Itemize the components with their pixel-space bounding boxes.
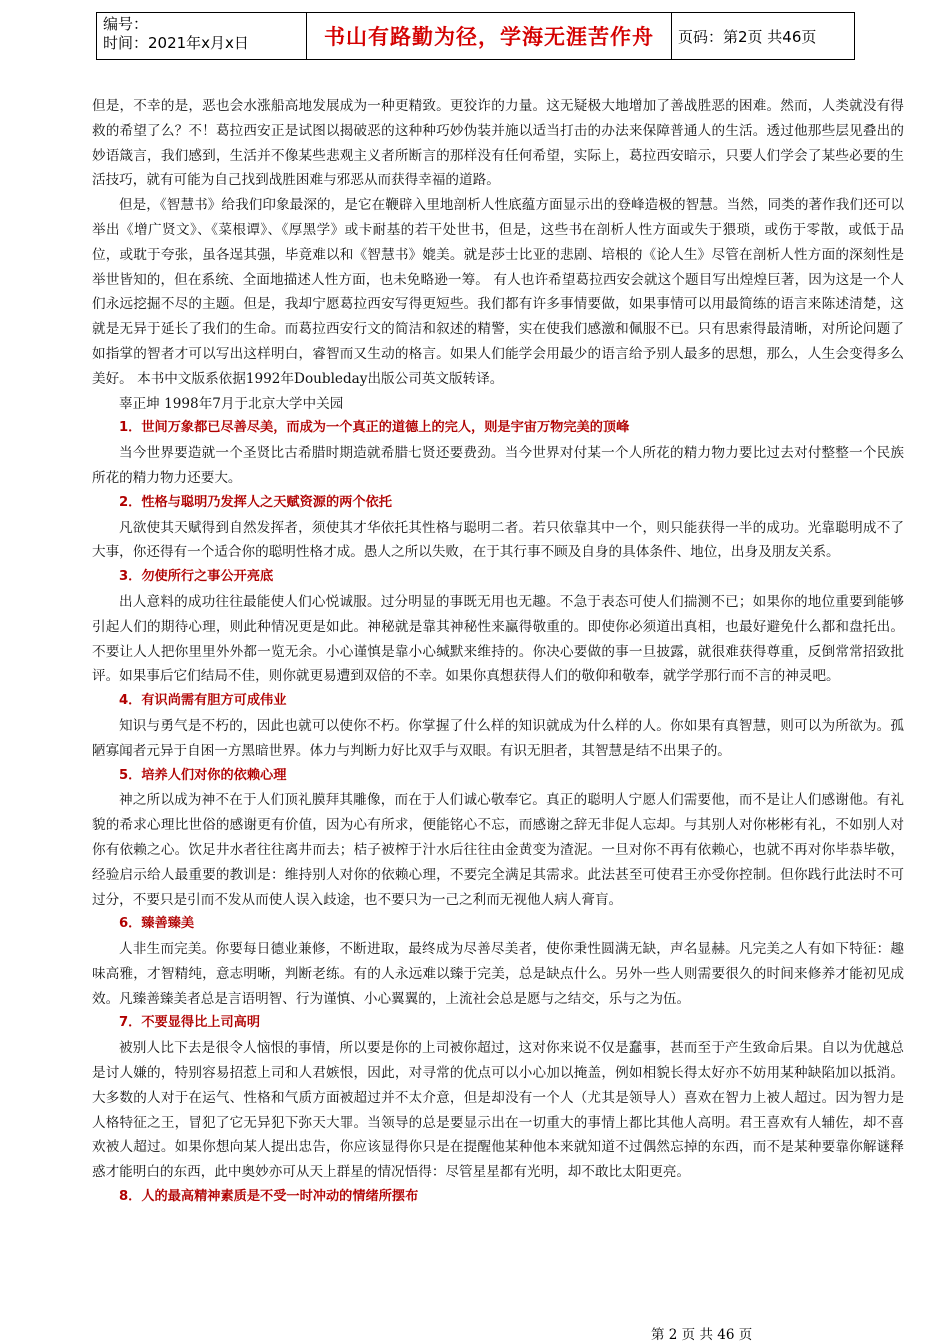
section-heading: 8．人的最高精神素质是不受一时冲动的情绪所摆布 (119, 1189, 419, 1205)
section-body: 神之所以成为神不在于人们顶礼膜拜其雕像，而在于人们诚心敬奉它。真正的聪明人宁愿人们需要他，而不是让人们感谢他。有礼貌的希求心理比世俗的感谢更有价值，因为心有所求，便能铭心不忘，而感谢之辞无非促人忘却。与其别人对你彬彬有礼，不如别人对你有依赖之心。饮足井水者往往离井而去；桔子被榨于汁水后往往由金黄变为渣泥。一旦对你不再有依赖心，也就不再对你毕恭毕敬，经验启示给人最重要的教训是：维持别人对你的依赖心理，不要完全满足其需求。此法甚至可使君王亦受你控制。但你践行此法时不可过分，不要只是引而不发从而使人误入歧途，也不要只为一己之利而无视他人病人膏肓。 (92, 792, 904, 908)
section-heading: 1．世间万象都已尽善尽美，而成为一个真正的道德上的完人，则是宇宙万物完美的顶峰 (119, 420, 630, 436)
section-body: 出人意料的成功往往最能使人们心悦诚服。过分明显的事既无用也无趣。不急于表态可使人们揣测不已；如果你的地位重要到能够引起人们的期待心理，则此种情况更是如此。神秘就是靠其神秘性来赢得敬重的。即使你必须道出真相，也最好避免什么都和盘托出。不要让人人把你里里外外都一览无余。小心谨慎是靠小心缄默来维持的。你决心要做的事一旦披露，就很难获得尊重，反倒常常招致批评。如果事后它们结局不佳，则你就更易遭到双倍的不幸。如果你真想获得人们的敬仰和敬奉，就学学那行而不言的神灵吧。 (92, 593, 904, 685)
section-heading: 7．不要显得比上司高明 (119, 1015, 261, 1031)
section-body: 人非生而完美。你要每日德业兼修，不断进取，最终成为尽善尽美者，使你秉性圆满无缺，声名显赫。凡完美之人有如下特征：趣味高雅，才智精纯，意志明晰，判断老练。有的人永远难以臻于完美，总是缺点什么。另外一些人则需要很久的时间来修养才能初见成效。凡臻善臻美者总是言语明智、行为谨慎、小心翼翼的，上流社会总是愿与之结交，乐与之为伍。 (92, 941, 904, 1007)
signature: 辜正坤 1998年7月于北京大学中关园 (119, 395, 344, 412)
page-info: 页码：第2页 共46页 (678, 27, 817, 46)
section-body: 当今世界要造就一个圣贤比古希腊时期造就希腊七贤还要费劲。当今世界对付某一个人所花的精力物力要比过去对付整整一个民族所花的精力物力还要大。 (92, 445, 904, 486)
paragraph: 但是，不幸的是，恶也会水涨船高地发展成为一种更精致。更狡诈的力量。这无疑极大地增加了善战胜恶的困难。然而，人类就没有得救的希望了么？不！葛拉西安正是试图以揭破恶的这种种巧妙伪装并施以适当打击的办法来保障普通人的生活。透过他那些层见叠出的妙语箴言，我们感到，生活并不像某些悲观主义者所断言的那样没有任何希望，实际上，葛拉西安暗示，只要人们学会了某些必要的生活技巧，就有可能为自己找到战胜困难与邪恶从而获得幸福的道路。 (92, 98, 904, 189)
time-label: 时间：2021年x月x日 (103, 34, 249, 52)
motto: 书山有路勤为径，学海无涯苦作舟 (307, 13, 672, 59)
section-body: 凡欲使其天赋得到自然发挥者，须使其才华依托其性格与聪明二者。若只依靠其中一个，则只能获得一半的成功。光靠聪明成不了大事，你还得有一个适合你的聪明性格才成。愚人之所以失败，在于其行事不顾及自身的具体条件、地位，出身及朋友关系。 (92, 519, 904, 561)
page-footer: 第 2 页 共 46 页 (651, 1327, 753, 1343)
section-heading: 3．勿使所行之事公开亮底 (119, 569, 274, 585)
section-heading: 5．培养人们对你的依赖心理 (119, 767, 287, 783)
header-meta (97, 13, 307, 59)
page-header (96, 12, 855, 60)
document-body (92, 94, 904, 1210)
number-label: 编号： (103, 15, 149, 33)
section-heading: 2．性格与聪明乃发挥人之天赋资源的两个依托 (119, 494, 392, 510)
section-heading: 4．有识尚需有胆方可成伟业 (119, 693, 287, 709)
section-body: 被别人比下去是很令人恼恨的事情，所以要是你的上司被你超过，这对你来说不仅是蠢事，甚而至于产生致命后果。自以为优越总是讨人嫌的，特别容易招惹上司和人君嫉恨，因此，对寻常的优点可以小心加以掩盖，例如相貌长得太好亦不妨用某种缺陷加以抵消。大多数的人对于在运气、性格和气质方面被超过并不太介意，但是却没有一个人（尤其是领导人）喜欢在智力上被人超过。因为智力是人格特征之王，冒犯了它无异犯下弥天大罪。当领导的总是要显示出在一切重大的事情上都比其他人高明。君王喜欢有人辅佐，却不喜欢被人超过。如果你想向某人提出忠告，你应该显得你只是在提醒他某种他本来就知道不过偶然忘掉的东西，而不是某种要靠你解谜释惑才能明白的东西，此中奥妙亦可从天上群星的情况悟得：尽管星星都有光明，却不敢比太阳更亮。 (92, 1040, 904, 1181)
section-body: 知识与勇气是不朽的，因此也就可以使你不朽。你掌握了什么样的知识就成为什么样的人。你如果有真智慧，则可以为所欲为。孤陋寡闻者元异于自困一方黑暗世界。体力与判断力好比双手与双眼。有识无胆者，其智慧是结不出果子的。 (92, 717, 904, 759)
paragraph: 但是，《智慧书》给我们印象最深的，是它在鞭辟入里地剖析人性底蕴方面显示出的登峰造极的智慧。当然，同类的著作我们还可以举出《增广贤文》、《菜根谭》、《厚黑学》或卡耐基的若干处世书，但是，这些书在剖析人性方面或失于猥琐，或伤于零散，或低于品位，或耽于夸张，虽各逞其强，毕竟难以和《智慧书》媲美。就是莎士比亚的悲剧、培根的《论人生》尽管在剖析人性方面的深刻性是举世皆知的，但在系统、全面地描述人性方面，也未免略逊一筹。 有人也许希望葛拉西安会就这个题目写出煌煌巨著，因为这是一个人们永远挖掘不尽的主题。但是，我却宁愿葛拉西安写得更短些。我们都有许多事情要做，如果事情可以用最简练的语言来陈述清楚，这就是无异于延长了我们的生命。而葛拉西安行文的简洁和叙述的精警，实在使我们感激和佩服不已。只有思索得最清晰，对所论问题了如指掌的智者才可以写出这样明白，睿智而又生动的格言。如果人们能学会用最少的语言给予别人最多的思想，那么，人生会变得多么美好。 本书中文版系依据1992年Doubleday出版公司英文版转译。 (92, 197, 904, 387)
section-heading: 6．臻善臻美 (119, 916, 195, 932)
